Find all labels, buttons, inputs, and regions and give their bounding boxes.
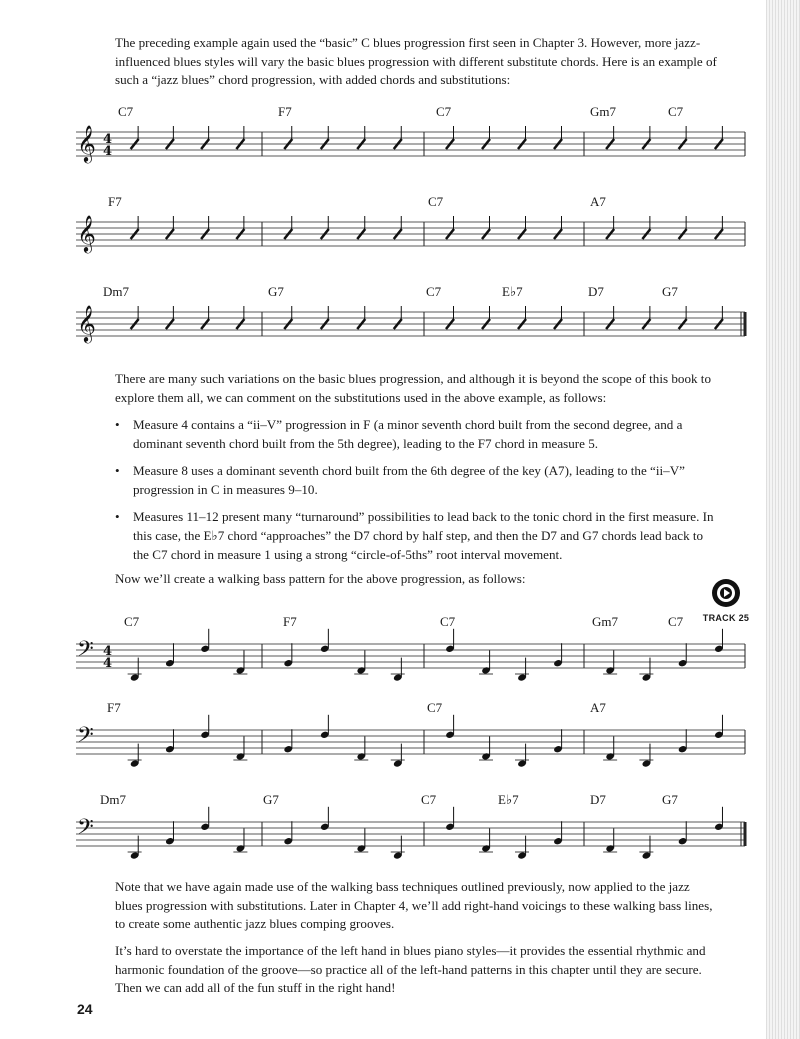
chord-label: C7 [426, 284, 442, 299]
final-barline [744, 822, 747, 846]
chord-label: F7 [108, 194, 122, 209]
closing-paragraph: It’s hard to overstate the importance of the left hand in blues piano styles—it provides the essential rhythmic and harmonic foundation of the groove—so practice all of the left-hand patterns in this chapter until they are secure. Then we can add all of the fun stuff in the right hand! [115, 943, 706, 996]
time-signature-top: 4 [103, 132, 113, 147]
chord-label: G7 [662, 284, 678, 299]
chord-label: C7 [118, 104, 134, 119]
chord-label: D7 [588, 284, 604, 299]
chord-label: G7 [263, 792, 279, 807]
track-label: TRACK 25 [702, 613, 750, 623]
chord-label: C7 [124, 614, 140, 629]
list-item: • Measures 11–12 present many “turnaround” possibilities to lead back to the tonic chord in the first measure. In this case, the E♭7 chord “approaches” the D7 chord by half step, and then the D7 and G7 chords lead back to the C7 chord in measure 1 using a strong “circle-of-5ths” root interval movement. [115, 508, 720, 564]
chord-label: C7 [668, 104, 684, 119]
bass-staff [0, 814, 760, 860]
chord-label: A7 [590, 700, 606, 715]
treble-clef-icon: 𝄞 [77, 304, 96, 342]
intro-paragraph: The preceding example again used the “basic” C blues progression first seen in Chapter 3. However, more jazz-influenced blues styles will vary the basic blues progression with different substitute chords. Here is an example of such a “jazz blues” chord progression, with added chords and substitutions: [115, 35, 717, 88]
chord-label: Gm7 [592, 614, 618, 629]
list-item: • Measure 8 uses a dominant seventh chord built from the 6th degree of the key (A7), leading to the “ii–V” progression in C in measures 9–10. [115, 462, 720, 499]
chord-label: C7 [427, 700, 443, 715]
walking-bass-intro: Now we’ll create a walking bass pattern for the above progression, as follows: [115, 571, 526, 586]
chord-label: C7 [436, 104, 452, 119]
substitution-list [115, 416, 720, 573]
slash-staff [0, 304, 760, 342]
chord-label: F7 [107, 700, 121, 715]
chord-label: C7 [668, 614, 684, 629]
chord-label: C7 [421, 792, 437, 807]
chord-label: A7 [590, 194, 606, 209]
track-badge [700, 578, 752, 623]
page-number: 24 [77, 1001, 93, 1017]
slash-staff [0, 214, 760, 252]
bass-clef-icon: 𝄢 [77, 637, 94, 667]
slash-staff [0, 124, 760, 162]
note-paragraph: Note that we have again made use of the walking bass techniques outlined previously, now applied to the jazz blues progression with substitutions. Later in Chapter 4, we’ll add right-hand voicings to these walking bass lines, to create some authentic jazz blues comping grooves. [115, 879, 713, 932]
bass-clef-icon: 𝄢 [77, 723, 94, 753]
chord-label: F7 [278, 104, 292, 119]
chord-label: D7 [590, 792, 606, 807]
chord-label: Dm7 [103, 284, 129, 299]
time-signature-bottom: 4 [103, 656, 113, 671]
time-signature-top: 4 [103, 644, 113, 659]
treble-clef-icon: 𝄞 [77, 214, 96, 252]
bass-clef-icon: 𝄢 [77, 815, 94, 845]
chord-label: C7 [440, 614, 456, 629]
chord-label: F7 [283, 614, 297, 629]
chord-label: E♭7 [502, 284, 523, 299]
chord-label: Gm7 [590, 104, 616, 119]
discussion-paragraph: There are many such variations on the basic blues progression, and although it is beyond the scope of this book to explore them all, we can comment on the substitutions used in the above example, as follows: [115, 371, 711, 405]
audio-cd-icon [711, 578, 741, 608]
chord-label: E♭7 [498, 792, 519, 807]
page-edge [766, 0, 800, 1039]
final-barline [744, 312, 747, 336]
chord-label: G7 [268, 284, 284, 299]
time-signature-bottom: 4 [103, 144, 113, 159]
bass-staff [0, 722, 760, 768]
chord-label: C7 [428, 194, 444, 209]
chord-label: Dm7 [100, 792, 126, 807]
bass-staff [0, 636, 760, 682]
chord-label: G7 [662, 792, 678, 807]
list-item: • Measure 4 contains a “ii–V” progression in F (a minor seventh chord built from the second degree, and a dominant seventh chord built from the 5th degree), leading to the F7 chord in measure 5. [115, 416, 720, 453]
treble-clef-icon: 𝄞 [77, 124, 96, 162]
